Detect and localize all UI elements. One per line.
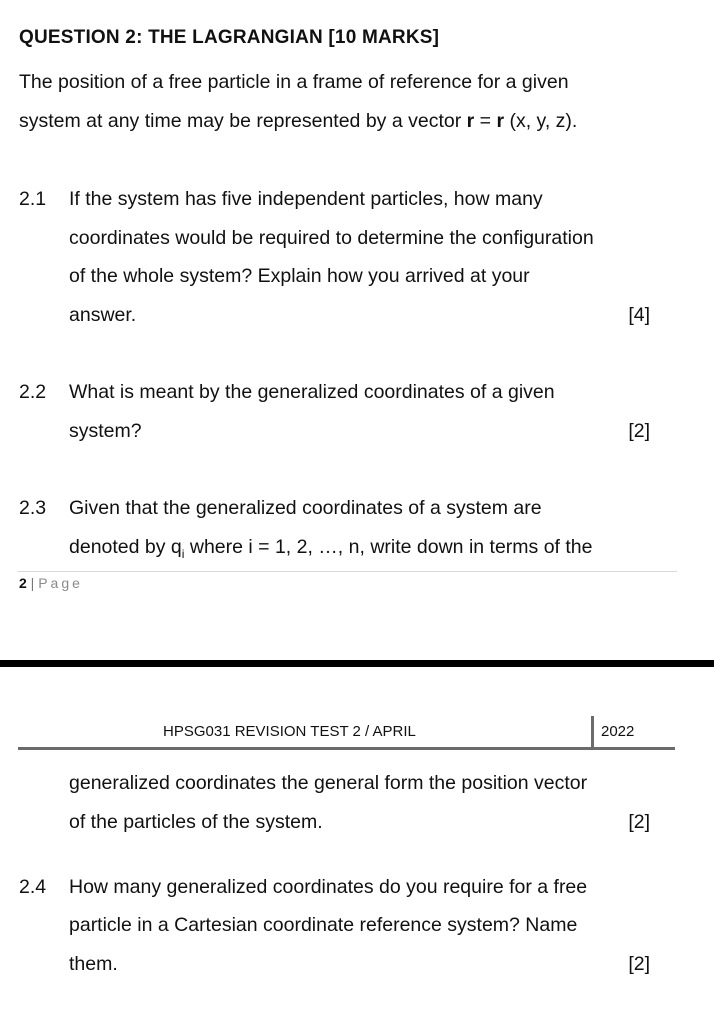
question-2-1-line-2: coordinates would be required to determine the configuration — [69, 227, 594, 249]
question-2-1-marks: [4] — [628, 304, 650, 326]
vector-r-symbol: r — [466, 110, 475, 132]
question-2-3-marks: [2] — [628, 811, 650, 833]
question-2-4-line-2: particle in a Cartesian coordinate reference system? Name — [69, 914, 578, 936]
question-2-1-line-4: answer. — [69, 304, 137, 326]
intro-line-1: The position of a free particle in a frame of reference for a given — [19, 71, 569, 93]
page-number: 2 — [19, 575, 27, 591]
header-divider — [591, 716, 594, 749]
page-separator: | — [26, 575, 39, 591]
question-2-1-number: 2.1 — [19, 188, 47, 210]
page-footer — [19, 575, 83, 591]
page-label: Page — [38, 575, 83, 591]
question-2-3-line-1: Given that the generalized coordinates of a system are — [69, 497, 542, 519]
question-2-2-marks: [2] — [628, 420, 650, 442]
page-header-title: HPSG031 REVISION TEST 2 / APRIL — [163, 723, 416, 740]
question-2-3-line-4: of the particles of the system. — [69, 811, 323, 833]
question-2-4-number: 2.4 — [19, 876, 47, 898]
question-2-3-line-2 — [69, 536, 593, 561]
page-header-year: 2022 — [601, 723, 635, 740]
intro-line-2-coords: (x, y, z). — [504, 110, 578, 132]
intro-line-2 — [19, 110, 577, 133]
question-2-3-line-2-post: where i = 1, 2, …, n, write down in terms of the — [184, 536, 593, 558]
question-2-2-line-1: What is meant by the generalized coordinates of a given — [69, 381, 555, 403]
equals-sign: = — [474, 110, 497, 132]
question-2-4-line-1: How many generalized coordinates do you require for a free — [69, 876, 588, 898]
question-2-1-line-1: If the system has five independent particles, how many — [69, 188, 543, 210]
page-break — [0, 660, 714, 667]
vector-r-function: r — [496, 110, 505, 132]
question-2-3-line-2-pre: denoted by q — [69, 536, 182, 558]
question-heading: QUESTION 2: THE LAGRANGIAN [10 MARKS] — [19, 27, 440, 48]
footer-divider — [18, 571, 677, 572]
question-2-3-number: 2.3 — [19, 497, 47, 519]
question-2-2-line-2: system? — [69, 420, 142, 442]
question-2-4-line-3: them. — [69, 953, 118, 975]
question-2-1-line-3: of the whole system? Explain how you arrived at your — [69, 265, 530, 287]
intro-line-2-text: system at any time may be represented by a vector — [19, 110, 467, 132]
question-2-2-number: 2.2 — [19, 381, 47, 403]
header-rule — [18, 747, 675, 750]
subscript-i: i — [181, 546, 185, 561]
question-2-3-line-3: generalized coordinates the general form the position vector — [69, 772, 588, 794]
question-2-4-marks: [2] — [628, 953, 650, 975]
